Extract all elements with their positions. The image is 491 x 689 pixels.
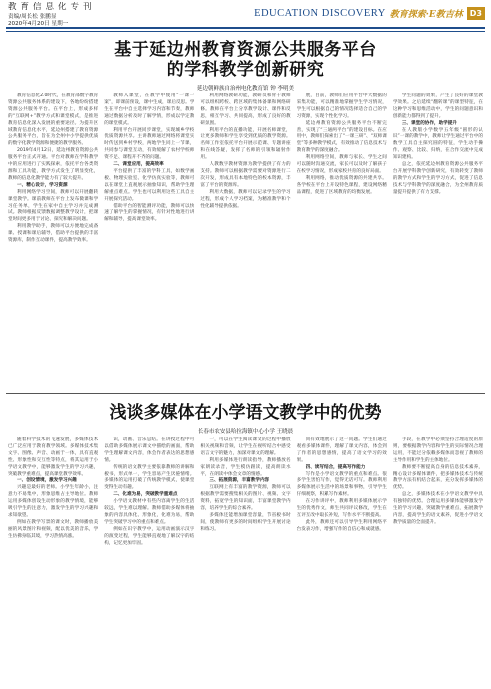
english-section-title: EDUCATION DISCOVERY (254, 7, 386, 19)
article1-column-3 (200, 93, 290, 390)
article1-headline (0, 40, 491, 80)
body-paragraph: 传统的语文教学主要依靠教师的讲解和板书，形式单一，学生容易产生厌倦情绪。多媒体的运用打破了传统教学模式，使课堂变得生动有趣。 (104, 464, 195, 491)
body-paragraph: 在习作讲评中，教师利用多媒体展示学生的优秀作文，师生共同评议修改，学生在互评互改中取长补短，写作水平不断提高。 (296, 499, 387, 518)
article1-byline: 延边朝鲜族自治州电化教育馆 钟 李明美 (197, 86, 294, 92)
section-heading: 一、精心设计，学习资源 (17, 182, 68, 188)
masthead-left (8, 2, 243, 28)
body-paragraph: 利用网络教研功能，教研员和骨干教师可以组织跨校、跨区域的集体备课和网络研修。教师在平台上分享教学设计、课件和反思，相互学习、共同提高，形成了良好的教研氛围。 (200, 93, 291, 126)
article1-headline-line2: 的学科教学创新研究 (166, 60, 325, 80)
article1-column-4 (297, 93, 387, 390)
article2-body (8, 437, 483, 684)
article1-column-2 (104, 93, 194, 390)
editor-line: 责编/周长松 张鹏显 (8, 14, 57, 20)
body-paragraph: 识，动画、音乐总结。在讲授过程中可以借助多媒体展示课文中描绘的画面，帮助学生理解课文内容，体会作者表达的思想感情。 (104, 437, 195, 463)
masthead-rule-thin (6, 31, 485, 32)
section-heading: 三、拓展资源，丰富教学内容 (209, 478, 270, 484)
body-paragraph: 在人教版小学数学五年级“圆形的认识”一课的教学中，教师让学生通过平台中的数学工具自主探究圆的特征，学生动手操作、观察、比较、归纳，在合作交流中完成知识建构。 (392, 127, 484, 161)
body-paragraph: 展，目前，教师们应用平台中大数据的采集功能，可以精准地掌握学生学习情况，学生可以根据自己的情况选择适合自己的学习资源，实现个性化学习。 (296, 93, 387, 119)
article2-column-1 (8, 437, 98, 684)
body-paragraph: 例如在识字教学中，运用动画演示汉字的演变过程，学生能够直观地了解汉字的结构，记忆更加牢固。 (104, 526, 195, 546)
body-paragraph: 手段，在教学中必须坚持合理适度的原则，要根据教学内容和学生的实际情况合理运用，不能过分依赖多媒体而忽视了教师的主导作用和学生的主体地位。 (392, 437, 484, 463)
article2-column-4 (297, 437, 387, 684)
body-paragraph: 一，可以在学生阅读课文的过程中播放相关视频和音频，让学生在视听结合中感受语言文字的魅力，加深对课文的理解。 (200, 437, 291, 456)
article1-body (8, 93, 483, 390)
article1-column-5 (393, 93, 483, 390)
body-paragraph: 利用平台开展同步课堂，实现城乡学校优质资源共享。主讲教师通过网络将课堂实时传送到乡村学校，两地学生同上一节课，共同参与课堂互动，有效缓解了农村学校师资不足、课程开不齐的问题。 (104, 127, 195, 161)
body-paragraph: 随着科学技术的飞速发展，多媒体技术已广泛应用于教育教学领域。多媒体技术集文字、图像、声音、动画于一体，具有直观性、形象性和交互性等特点，将其运用于小学语文教学中，能够激发学生的学习兴趣，突破教学重难点，提高课堂教学效率。 (8, 437, 99, 477)
page-number-badge: D3 (467, 7, 485, 20)
body-paragraph: 教师入课堂，在教学中使用“一课一案”，即课前预设，课中生成，课后反思。学生在平台中自主选择学习内容和节奏，教师通过数据分析及时了解学情，形成以学定教的课堂模式。 (104, 93, 195, 126)
body-paragraph: 小学语文教材中有些内容离学生的生活较远，学生难以理解。教师借助多媒体将抽象的内容具体化、形象化，化难为易，帮助学生突破学习中的重点和难点。 (104, 499, 195, 525)
article-divider (6, 393, 485, 394)
body-paragraph: 利用网络，推动优质资源的共建共享。各学校在平台上开设特色课程，建设网络精品课程，促进了区域教育的均衡发展。 (296, 175, 387, 195)
body-paragraph: 利用网络空间，教师与家长、学生之间可以随时沟通交流，家长可以及时了解孩子在校学习情况，形成家校共育的良好局面。 (296, 155, 387, 174)
article2-column-5 (393, 437, 483, 684)
body-paragraph: 利用平台的直播功能，开展名师课堂，让更多教师和学生享受到优质的教学资源。名师工作室依托平台开展示范课、专题讲座和在线答疑，发挥了名师的引领和辐射作用。 (200, 127, 291, 161)
section-heading: 三、课堂的协作，助学提升 (401, 120, 457, 126)
body-paragraph: 例如在教学写景的课文时，教师播放美丽的风景图片和视频，配以优美的音乐，学生仿佛身临其境，学习热情高涨。 (8, 519, 99, 539)
body-paragraph: 总之，依托延边州教育资源公共服务平台开展学科教学创新研究，有效转变了教师的教学方式和学生的学习方式，促进了信息技术与学科教学的深度融合，为全州教育质量提升提供了有力支撑。 (392, 162, 484, 195)
article1-headline-line1: 基于延边州教育资源公共服务平台 (114, 40, 377, 60)
body-paragraph: 总之，多媒体技术在小学语文教学中具有独特的优势。合理运用多媒体能够激发学生的学习兴趣，突破教学重难点，拓展教学内容，提高学生的语文素养，促进小学语文教学质量的全面提升。 (392, 492, 484, 525)
body-paragraph: 利用多媒体进行朗读指导，教师播放名家朗读录音，学生模仿跟读，提高朗读水平，在朗读中体会文章的情感。 (200, 457, 291, 477)
section-channels: 教育信息化专刊 (8, 2, 96, 12)
article1-column-1 (8, 93, 98, 390)
section-brand: 教育探索·E教吉林 (389, 9, 463, 20)
article2-byline: 长春市农安县哈拉海镇中心小学 王晓晨 (197, 429, 294, 435)
section-heading: 四、读写结合，提高写作能力 (305, 464, 366, 470)
masthead (0, 0, 491, 26)
issue-date: 2020年4月20日 星期一 (8, 21, 69, 27)
section-heading: 二、化难为易，突破教学重难点 (113, 492, 178, 498)
body-paragraph: 多媒体还能增加课堂容量，节省板书时间，使教师有更多的时间组织学生开展讨论和练习。 (200, 512, 291, 532)
body-paragraph: 平台提供了丰富的学科工具，如数学画板、物理实验室、化学仿真实验等，教师可以在课堂上直观展示抽象知识，帮助学生理解重点难点。学生也可以利用这些工具自主开展探究活动。 (104, 168, 195, 202)
article2-column-3 (200, 437, 290, 684)
section-heading: 二、课堂应用，提高效率 (113, 162, 164, 168)
body-paragraph: 借助平台的智能测评功能，教师可以快速了解学生的掌握情况，有针对性地进行讲解和辅导，提高课堂效率。 (104, 203, 195, 223)
article2-column-2 (104, 437, 194, 684)
body-paragraph: 利用教学助手，教师可以方便地完成备课、授课和课后辅导，借助平台提供的丰富资源库，制作互动课件，提高教学效率。 (8, 224, 99, 244)
body-paragraph: 学生问题的效果，产生了良好的课堂教学效果。之后延续“翻转课”的课型特征，在这种学习和思维活动中，学生的问题意识和创新能力都得到了提升。 (392, 93, 484, 119)
body-paragraph: 此外，教师还可以引导学生利用网络平台发表习作，增强写作的自信心和成就感。 (296, 519, 387, 532)
body-paragraph: 2019年4月12日，延边州教育资源公共服务平台正式开通。平台对教师在学科教学中的应用进行了实践探索，依托平台各类资源和工具功能，教学方式发生了明显变化，教师的信息化教学能力有了较大提升。 (8, 148, 99, 181)
body-paragraph: 写作是小学语文教学的重点和难点。很多学生害怕写作，觉得无话可写。教师利用多媒体展示生活中的场景和事物，引导学生仔细观察，积累写作素材。 (296, 471, 387, 498)
body-paragraph: 教育信息化2.0时代，在教育部数字教育资源公共服务体系的建设下，各地纷纷搭建资源公共服务平台。在平台上，形成多样的“互联网+”教学方式和课堂模式，是推进教育信息化深入发展的重要途径。为提升区域教育信息化水平，延边州搭建了教育资源公共服务平台，旨在为全州中小学提供优质的数字化教学资源和便捷的教学服务。 (8, 93, 99, 147)
body-paragraph: 延边州教育资源公共服务平台不断完善，实现了“三通两平台”的建设目标。在应用中，教师们探索出了“一课三研”、“双师课堂”等多种教学模式，有效推动了信息技术与教育教学的深度融合。 (296, 120, 387, 154)
article2-headline: 浅谈多媒体在小学语文教学中的优势 (109, 403, 382, 423)
masthead-right (254, 4, 485, 22)
body-paragraph: 利用网络学习空间，教师可以开展翻转课堂教学。课前教师在平台上发布微课和学习任务单，学生在家中自主学习并完成测试。教师根据反馈数据调整教学设计，把课堂时间更多用于讨论、探究和解决问题。 (8, 189, 99, 223)
body-paragraph: 兴趣是最好的老师。小学生年龄小，注意力不易集中，形象思维占主导地位。教师运用多媒体创设生动形象的教学情境，能够吸引学生的注意力，激发学生的学习兴趣和求知欲望。 (8, 485, 99, 518)
body-paragraph: 同有效地展示了这一问题。学生们通过观看多媒体课件，理解了课文内容，体会到了作者的思想感情，提高了语文学习的效果。 (296, 437, 387, 463)
body-paragraph: 互联网上有丰富的教学资源，教师可以根据教学需要搜集相关的图片、视频、文字资料，拓宽学生的知识面，丰富课堂教学内容，培养学生的综合素养。 (200, 485, 291, 512)
body-paragraph: 利用大数据，教师可以记录学生的学习过程，形成个人学习档案，为精准教学和个性化辅导提供依据。 (200, 189, 291, 209)
masthead-rule (6, 27, 485, 29)
body-paragraph: 人教数字教材资源为教学提供了有力的支持。教师可以根据教学需要对资源进行二次开发，形成具有本地特色的校本资源，丰富了平台的资源库。 (200, 162, 291, 188)
body-paragraph: 教师要不断提高自身的信息技术素养，精心设计多媒体课件，把多媒体技术与传统教学方法有机结合起来，充分发挥多媒体的优势。 (392, 464, 484, 491)
section-heading: 一、创设情境，激发学习兴趣 (17, 478, 77, 484)
